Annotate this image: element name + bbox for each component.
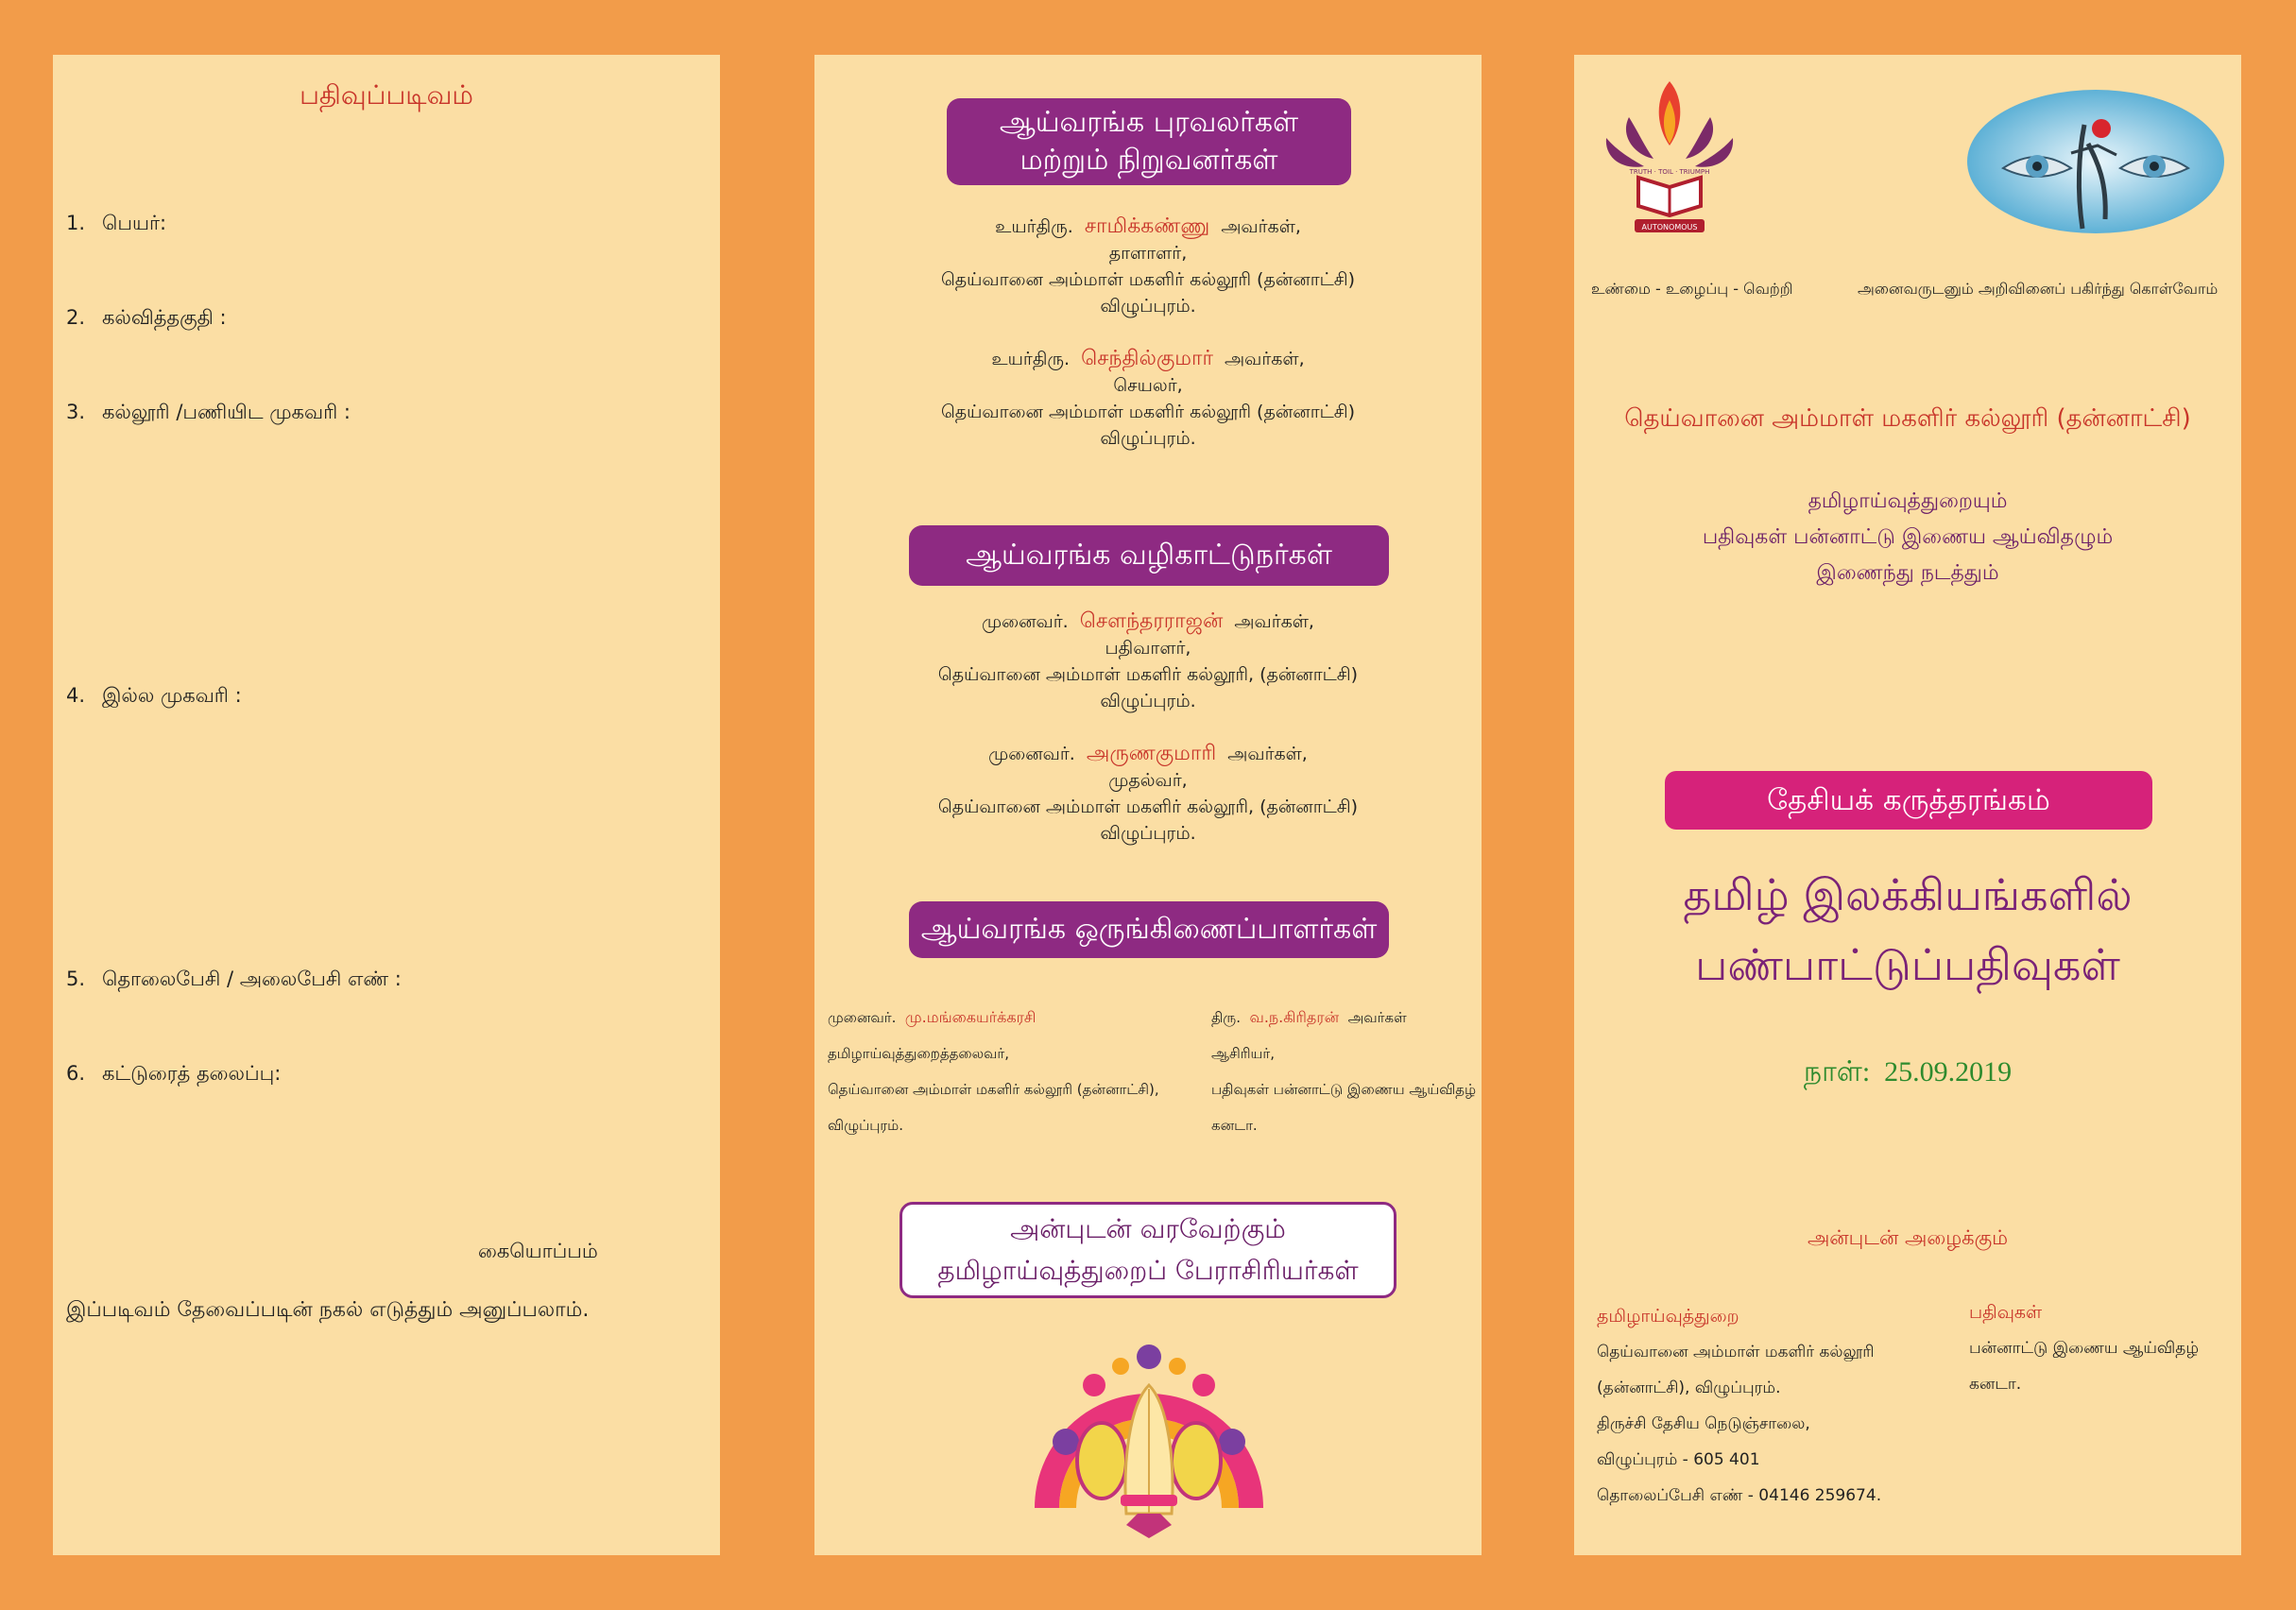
cover-panel	[1574, 55, 2241, 1555]
organizers-panel	[814, 55, 1482, 1555]
guide-2: முனைவர். அருணகுமாரி அவர்கள், முதல்வர், தெய்வானை அம்மாள் மகளிர் கல்லூரி, (தன்னாட்சி) விழுப்புரம்.	[937, 742, 1359, 844]
field-name: 1. பெயர்:	[66, 212, 167, 234]
college-logo	[1591, 72, 1748, 238]
guides-header: ஆய்வரங்க வழிகாட்டுநர்கள்	[909, 525, 1389, 586]
field-label: கல்வித்தகுதி :	[102, 306, 227, 329]
motto-right: அனைவருடனும் அறிவினைப் பகிர்ந்து கொள்வோம்	[1858, 280, 2219, 298]
seminar-badge: தேசியக் கருத்தரங்கம்	[1665, 771, 2152, 830]
patron-2: உயர்திரு. செந்தில்குமார் அவர்கள், செயலர், தெய்வானை அம்மாள் மகளிர் கல்லூரி (தன்னாட்சி) விழுப்புரம்.	[940, 347, 1356, 449]
field-label: தொலைபேசி / அலைபேசி எண் :	[102, 968, 402, 990]
person-name: சௌந்தரராஜன்	[1079, 609, 1224, 633]
field-phone: 5. தொலைபேசி / அலைபேசி எண் :	[66, 968, 402, 990]
form-title: பதிவுப்படிவம்	[300, 79, 473, 111]
field-home-address: 4. இல்ல முகவரி :	[66, 684, 242, 707]
logo-badge-text: AUTONOMOUS	[1641, 223, 1698, 231]
signature-label: கையொப்பம்	[478, 1240, 598, 1262]
namaste-hands-icon	[1028, 1319, 1270, 1542]
eyes-dancer-image	[1965, 87, 2226, 236]
welcome-box: அன்புடன் வரவேற்கும் தமிழாய்வுத்துறைப் பேராசிரியர்கள்	[900, 1202, 1396, 1298]
field-label: பெயர்:	[102, 212, 167, 234]
person-name: அருணகுமாரி	[1086, 742, 1217, 765]
patron-1: உயர்திரு. சாமிக்கண்ணு அவர்கள், தாளாளர், தெய்வானை அம்மாள் மகளிர் கல்லூரி (தன்னாட்சி) விழுப்புரம்.	[940, 214, 1356, 317]
field-qualification: 2. கல்வித்தகுதி :	[66, 306, 227, 329]
coordinator-left: முனைவர். மு.மங்கையர்க்கரசி தமிழாய்வுத்துறைத்தலைவர், தெய்வானை அம்மாள் மகளிர் கல்லூரி (தன்னாட்சி), விழுப்புரம்.	[828, 1008, 1159, 1134]
person-name: செந்தில்குமார்	[1081, 347, 1213, 370]
person-name: வ.ந.கிரிதரன்	[1249, 1008, 1340, 1026]
guide-1: முனைவர். சௌந்தரராஜன் அவர்கள், பதிவாளர், தெய்வானை அம்மாள் மகளிர் கல்லூரி, (தன்னாட்சி) விழுப்புரம்.	[937, 609, 1359, 711]
copy-note: இப்படிவம் தேவைப்படின் நகல் எடுத்தும் அனுப்பலாம்.	[66, 1298, 590, 1322]
coordinators-header: ஆய்வரங்க ஒருங்கிணைப்பாளர்கள்	[909, 901, 1389, 958]
logo-motto-text: TRUTH · TOIL · TRIUMPH	[1629, 168, 1710, 176]
college-name: தெய்வானை அம்மாள் மகளிர் கல்லூரி (தன்னாட்சி)	[1624, 404, 2191, 433]
organizing-dept: தமிழாய்வுத்துறையும் பதிவுகள் பன்னாட்டு இணைய ஆய்விதழும் இணைந்து நடத்தும்	[1702, 489, 2114, 585]
motto-left: உண்மை - உழைப்பு - வெற்றி	[1591, 280, 1793, 298]
field-paper-title: 6. கட்டுரைத் தலைப்பு:	[66, 1062, 282, 1085]
address-dept: தமிழாய்வுத்துறை தெய்வானை அம்மாள் மகளிர் கல்லூரி (தன்னாட்சி), விழுப்புரம். திருச்சி தேசிய நெடுஞ்சாலை, விழுப்புரம் - 605 401 தொலைப்பேசி எண் - 04146 259674.	[1597, 1306, 1882, 1505]
field-college-address: 3. கல்லூரி /பணியிட முகவரி :	[66, 401, 351, 423]
person-name: சாமிக்கண்ணு	[1084, 214, 1210, 238]
address-journal: பதிவுகள் பன்னாட்டு இணைய ஆய்விதழ் கனடா.	[1969, 1302, 2200, 1394]
field-label: கட்டுரைத் தலைப்பு:	[102, 1062, 282, 1085]
seminar-topic: தமிழ் இலக்கியங்களில் பண்பாட்டுப்பதிவுகள்	[1683, 869, 2133, 990]
coordinator-right: திரு. வ.ந.கிரிதரன் அவர்கள் ஆசிரியர், பதிவுகள் பன்னாட்டு இணைய ஆய்விதழ் கனடா.	[1211, 1008, 1477, 1134]
seminar-date: நாள்: 25.09.2019	[1803, 1056, 2013, 1088]
field-label: இல்ல முகவரி :	[102, 684, 242, 707]
invite-line: அன்புடன் அழைக்கும்	[1807, 1226, 2009, 1249]
person-name: மு.மங்கையர்க்கரசி	[904, 1008, 1037, 1026]
patrons-header: ஆய்வரங்க புரவலர்கள் மற்றும் நிறுவனர்கள்	[947, 98, 1351, 185]
field-label: கல்லூரி /பணியிட முகவரி :	[102, 401, 351, 423]
registration-form-panel	[53, 55, 720, 1555]
